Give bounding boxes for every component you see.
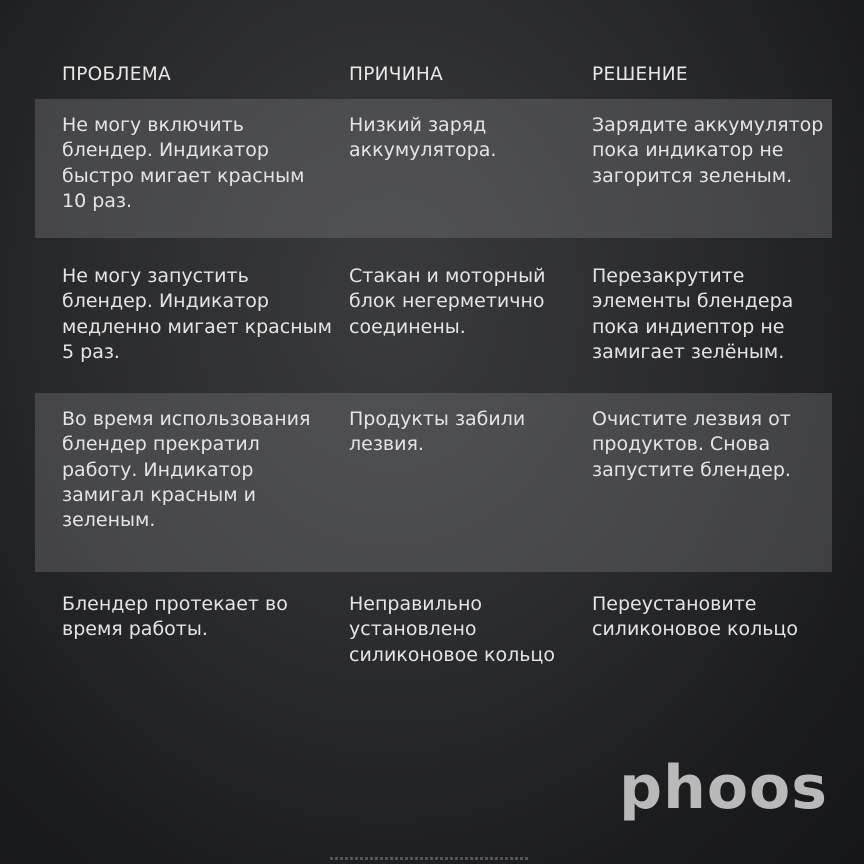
header-solution: РЕШЕНИЕ (592, 64, 688, 85)
solution-cell: Переустановите силиконовое кольцо (592, 593, 798, 641)
table-row (35, 99, 832, 238)
bottom-divider (330, 857, 530, 860)
solution-cell: Очистите лезвия от продуктов. Снова запустите блендер. (592, 408, 791, 481)
cause-cell: Низкий заряд аккумулятора. (349, 114, 497, 162)
solution-cell: Зарядите аккумулятор пока индикатор не загорится зеленым. (592, 114, 824, 187)
header-cause: ПРИЧИНА (349, 64, 444, 85)
solution-cell: Перезакрутите элементы блендера пока индиептор не замигает зелёным. (592, 265, 794, 363)
table-header (0, 62, 864, 92)
problem-cell: Не могу запустить блендер. Индикатор медленно мигает красным 5 раз. (62, 265, 332, 363)
table-row (35, 250, 832, 388)
cause-cell: Стакан и моторный блок негерметично соединены. (349, 265, 546, 338)
brand-logo: phoos (619, 753, 828, 823)
table-row (35, 578, 832, 718)
problem-cell: Блендер протекает во время работы. (62, 593, 288, 641)
cause-cell: Неправильно установлено силиконовое кольцо (349, 593, 555, 666)
table-row (35, 393, 832, 572)
problem-cell: Во время использования блендер прекратил работу. Индикатор замигал красным и зеленым. (62, 408, 311, 532)
problem-cell: Не могу включить блендер. Индикатор быстро мигает красным 10 раз. (62, 114, 305, 212)
header-problem: ПРОБЛЕМА (62, 64, 171, 85)
cause-cell: Продукты забили лезвия. (349, 408, 526, 456)
